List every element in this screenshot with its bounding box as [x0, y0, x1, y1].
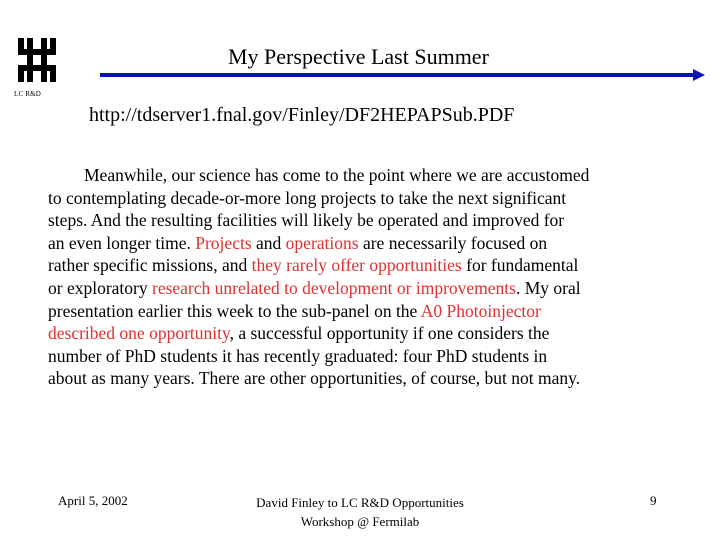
paragraph-line: [48, 300, 678, 323]
highlighted-phrase: A0 Photoinjector: [420, 300, 541, 321]
paragraph-line: [48, 322, 678, 345]
text-segment: and: [251, 232, 286, 253]
paragraph-line: [48, 209, 678, 232]
text-segment: steps. And the resulting facilities will likely be operated and improved for: [48, 210, 565, 231]
highlighted-phrase: they rarely offer opportunities: [251, 255, 462, 276]
highlighted-phrase: described one opportunity: [48, 323, 230, 344]
text-segment: . My oral: [515, 277, 581, 298]
footer-credit-line2: Workshop @ Fermilab: [300, 514, 420, 529]
slide-number: 9: [650, 493, 657, 508]
text-segment: for fundamental: [461, 255, 579, 276]
logo-caption: LC R&D: [14, 90, 42, 98]
text-segment: number of PhD students it has recently graduated: four PhD students in: [48, 345, 548, 366]
paragraph-line: [48, 367, 678, 390]
highlighted-phrase: operations: [285, 232, 359, 253]
paragraph-line: [48, 164, 678, 187]
title-underline: [100, 68, 705, 82]
quote-paragraph: [48, 164, 678, 390]
paragraph-line: [48, 345, 678, 368]
text-segment: , a successful opportunity if one considers the: [229, 323, 550, 344]
text-segment: rather specific missions, and: [48, 255, 252, 276]
text-segment: an even longer time.: [48, 232, 196, 253]
footer-date: April 5, 2002: [58, 493, 128, 508]
text-segment: to contemplating decade-or-more long projects to take the next significant: [48, 187, 567, 208]
slide-title: My Perspective Last Summer: [228, 44, 489, 69]
highlighted-phrase: research unrelated to development or improvements: [152, 277, 516, 298]
footer-credit: [240, 493, 480, 531]
text-segment: are necessarily focused on: [358, 232, 548, 253]
highlighted-phrase: Projects: [195, 232, 252, 253]
source-url[interactable]: http://tdserver1.fnal.gov/Finley/DF2HEPAPSub.PDF: [89, 104, 515, 126]
text-segment: about as many years. There are other opportunities, of course, but not many.: [48, 368, 581, 389]
text-segment: presentation earlier this week to the sub-panel on the: [48, 300, 421, 321]
paragraph-line: [48, 232, 678, 255]
footer-credit-line1: David Finley to LC R&D Opportunities: [256, 495, 464, 510]
paragraph-line: [48, 187, 678, 210]
fermilab-logo-icon: [14, 36, 60, 84]
paragraph-line: [48, 277, 678, 300]
text-segment: or exploratory: [48, 277, 152, 298]
text-segment: Meanwhile, our science has come to the point where we are accustomed: [84, 165, 590, 185]
paragraph-line: [48, 254, 678, 277]
